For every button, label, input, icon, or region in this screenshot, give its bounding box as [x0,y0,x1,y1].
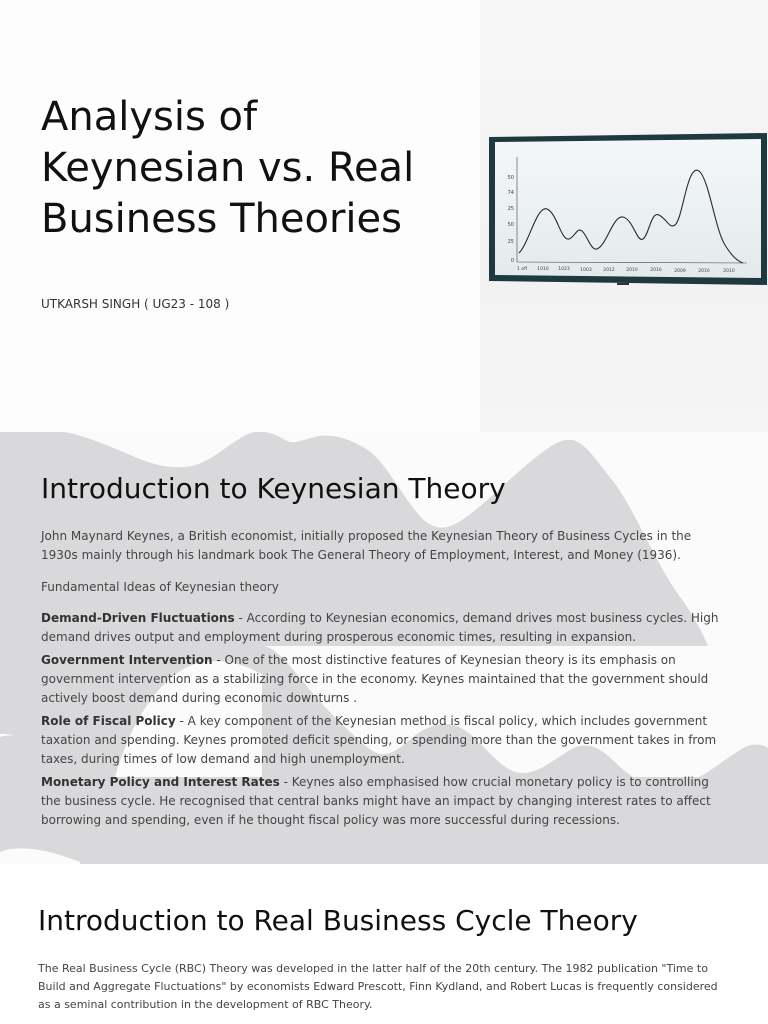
ideas-list [41,609,721,830]
chart-x-tick: 1010 [537,267,549,272]
rbc-slide [0,864,768,1024]
list-item [41,712,721,769]
list-item [41,773,721,830]
chart-y-tick: 0 [510,258,514,264]
item-term: Role of Fiscal Policy [41,714,176,728]
chart-y-tick: 50 [507,222,514,228]
item-term: Monetary Policy and Interest Rates [41,775,280,789]
chart-y-tick: 25 [507,239,514,245]
intro-paragraph: The Real Business Cycle (RBC) Theory was developed in the latter half of the 20th century. The 1982 publication "Time to Build and Aggregate Fluctuations" by economists Edward Prescott, Finn Kydland, and Robert Lucas is frequently considered as a seminal contribution in the development of RBC Theory. [38,962,718,1011]
keynesian-slide [0,432,768,864]
chart-x-tick: 2012 [603,268,615,273]
list-item [41,651,721,708]
intro-paragraph: John Maynard Keynes, a British economist, initially proposed the Keynesian Theory of Business Cycles in the 1930s mainly through his landmark book The General Theory of Employment, Interest, and Money (1936). [41,529,692,562]
item-text: - According to Keynesian economics, demand drives most business cycles. High demand drives output and employment during prosperous economic times, resulting in expansion. [41,611,719,644]
item-text: - A key component of the Keynesian method is fiscal policy, which includes government taxation and spending. Keynes promoted deficit spending, or spending more than the government takes in from taxes, during times of low demand and high unemployment. [41,714,717,766]
section-heading: Introduction to Real Business Cycle Theory [38,904,638,937]
chart-y-tick: 74 [507,190,514,196]
chart-x-tick: 1003 [580,268,592,273]
chart-x-tick: 2009 [674,269,686,274]
item-text: - Keynes also emphasised how crucial monetary policy is to controlling the business cycle. He recognised that central banks might have an impact by changing interest rates to affect borrowing and spending, even if he thought fiscal policy was more successful during recessions. [41,775,711,827]
presentation-title: Analysis of Keynesian vs. Real Business Theories [41,94,415,242]
title-slide [0,0,768,432]
chart-x-tick: 2010 [723,269,735,274]
list-item [41,609,721,647]
chart-x-tick: 2016 [650,268,662,273]
chart-x-tick: 2016 [698,269,710,274]
item-text: - One of the most distinctive features of Keynesian theory is its emphasis on government intervention as a stabilizing force in the economy. Keynes maintained that the government should actively boost demand during economic downturns . [41,653,709,705]
chart-x-tick: 2010 [626,268,638,273]
monitor-photo [480,0,768,432]
author-name: UTKARSH SINGH ( UG23 - 108 ) [41,297,230,311]
chart-x-tick: 1 off [516,267,528,272]
monitor-stand [617,283,629,285]
keynesian-content [41,472,721,834]
monitor-screen [495,139,761,278]
chart-x-tick: 1023 [558,267,570,272]
chart-y-tick: 50 [507,175,514,181]
chart-y-tick: 25 [507,206,514,212]
section-heading: Introduction to Keynesian Theory [41,472,506,505]
subheading: Fundamental Ideas of Keynesian theory [41,580,279,594]
item-term: Government Intervention [41,653,213,667]
item-term: Demand-Driven Fluctuations [41,611,235,625]
monitor-chart-image [489,133,767,285]
